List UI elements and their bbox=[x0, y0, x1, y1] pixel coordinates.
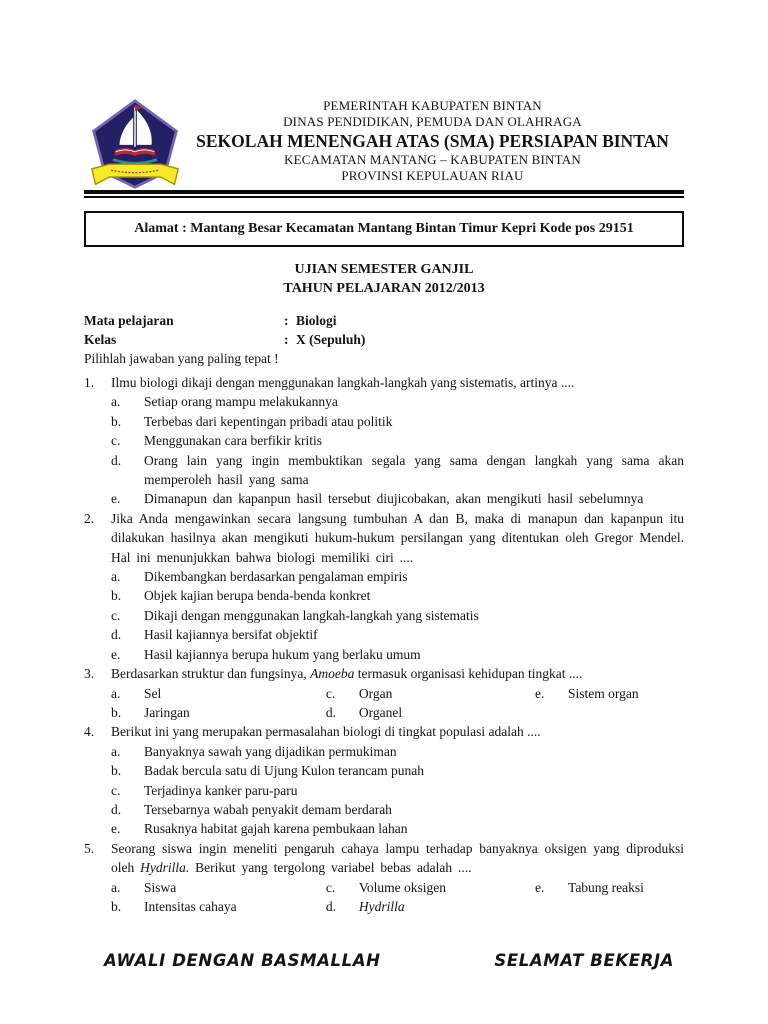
subject-label: Mata pelajaran bbox=[84, 313, 174, 328]
question-3 bbox=[84, 664, 684, 722]
answer-option bbox=[111, 451, 684, 490]
answer-option bbox=[111, 606, 684, 625]
school-emblem-logo bbox=[89, 99, 181, 189]
answer-option bbox=[111, 586, 684, 605]
option-column bbox=[326, 684, 535, 723]
option-letter: e. bbox=[535, 879, 545, 895]
option-text: Objek kajian berupa benda-benda konkret bbox=[144, 588, 371, 604]
option-text: Intensitas cahaya bbox=[144, 898, 237, 914]
subject-value: Biologi bbox=[296, 313, 337, 328]
question-1 bbox=[84, 373, 684, 509]
option-letter: c. bbox=[325, 685, 336, 701]
answer-option bbox=[111, 625, 684, 644]
question-number: 4. bbox=[84, 724, 95, 740]
option-letter: c. bbox=[111, 607, 121, 623]
option-letter: e. bbox=[111, 491, 121, 507]
exam-document-page bbox=[84, 0, 684, 970]
option-text: Banyaknya sawah yang dijadikan permukiman bbox=[144, 743, 397, 759]
answer-option bbox=[111, 412, 684, 431]
answer-option bbox=[111, 431, 684, 450]
footer-right-note: SELAMAT BEKERJA bbox=[494, 951, 674, 970]
question-number: 2. bbox=[84, 510, 95, 526]
exam-title bbox=[84, 260, 684, 298]
answer-option bbox=[326, 878, 535, 897]
answer-option bbox=[111, 392, 684, 411]
bintan-emblem-icon bbox=[89, 99, 181, 189]
answer-option bbox=[111, 878, 326, 897]
option-text: Organel bbox=[358, 704, 403, 720]
question-number: 5. bbox=[84, 840, 95, 856]
option-text: Siswa bbox=[144, 879, 177, 895]
letterhead bbox=[84, 98, 684, 184]
option-text: Dikaji dengan menggunakan langkah-langkah yang sistematis bbox=[144, 607, 479, 623]
option-text: Sistem organ bbox=[568, 685, 639, 701]
answer-option bbox=[535, 684, 684, 703]
option-letter: b. bbox=[111, 898, 122, 914]
answer-option bbox=[111, 567, 684, 586]
answer-option bbox=[535, 878, 684, 897]
answer-option bbox=[111, 819, 684, 838]
option-columns bbox=[111, 684, 684, 723]
option-text: Terjadinya kanker paru-paru bbox=[144, 782, 298, 798]
option-letter: b. bbox=[111, 704, 122, 720]
option-letter: e. bbox=[111, 646, 121, 662]
option-letter: c. bbox=[325, 879, 336, 895]
option-letter: b. bbox=[111, 588, 122, 604]
answer-option bbox=[111, 703, 326, 722]
department-line: DINAS PENDIDIKAN, PEMUDA DAN OLAHRAGA bbox=[283, 114, 582, 129]
government-line: PEMERINTAH KABUPATEN BINTAN bbox=[323, 98, 542, 113]
option-letter: c. bbox=[111, 433, 121, 449]
option-column bbox=[535, 878, 684, 917]
option-letter: e. bbox=[111, 821, 121, 837]
option-text: Organ bbox=[358, 685, 393, 701]
school-name: SEKOLAH MENENGAH ATAS (SMA) PERSIAPAN BINTAN bbox=[196, 131, 669, 151]
option-column bbox=[111, 878, 326, 917]
question-text: Seorang siswa ingin meneliti pengaruh cahaya lampu terhadap banyaknya oksigen yang diproduksi oleh Hydrilla. Berikut yang tergolong variabel bebas adalah .... bbox=[111, 840, 684, 876]
option-text: Terbebas dari kepentingan pribadi atau politik bbox=[144, 413, 393, 429]
question-2 bbox=[84, 509, 684, 664]
option-letter: a. bbox=[111, 569, 121, 585]
option-letter: d. bbox=[325, 704, 336, 720]
question-body bbox=[111, 839, 684, 917]
option-text: Hydrilla bbox=[358, 898, 405, 914]
option-letter: d. bbox=[111, 801, 122, 817]
footer-left-note: AWALI DENGAN BASMALLAH bbox=[104, 951, 381, 970]
option-text: Badak bercula satu di Ujung Kulon terancam punah bbox=[144, 763, 425, 779]
question-text: Berdasarkan struktur dan fungsinya, Amoeba termasuk organisasi kehidupan tingkat .... bbox=[111, 666, 583, 682]
option-text: Volume oksigen bbox=[358, 879, 446, 895]
option-columns bbox=[111, 878, 684, 917]
answer-option bbox=[111, 645, 684, 664]
option-text: Tabung reaksi bbox=[568, 879, 644, 895]
exam-title-line2: TAHUN PELAJARAN 2012/2013 bbox=[283, 281, 485, 296]
option-letter: a. bbox=[111, 394, 121, 410]
answer-option bbox=[326, 703, 535, 722]
meta-row-subject bbox=[84, 311, 684, 330]
option-text: Hasil kajiannya bersifat objektif bbox=[144, 627, 318, 643]
answer-option bbox=[111, 800, 684, 819]
option-letter: d. bbox=[111, 627, 122, 643]
option-letter: c. bbox=[111, 782, 121, 798]
option-text: Orang lain yang ingin membuktikan segala yang sama dengan langkah yang sama akan memperoleh hasil yang sama bbox=[144, 452, 684, 488]
question-text: Ilmu biologi dikaji dengan menggunakan langkah-langkah yang sistematis, artinya .... bbox=[111, 375, 575, 390]
option-text: Jaringan bbox=[144, 704, 190, 720]
option-column bbox=[535, 684, 684, 723]
letterhead-text bbox=[181, 98, 684, 184]
address-box: Alamat : Mantang Besar Kecamatan Mantang Bintan Timur Kepri Kode pos 29151 bbox=[84, 211, 684, 247]
question-text: Jika Anda mengawinkan secara langsung tumbuhan A dan B, maka di manapun dan kapanpun itu dilakukan hasilnya akan mengikuti hukum-hukum persilangan yang ditentukan oleh Gregor Mendel. Hal ini menunjukkan bahwa biologi memiliki ciri .... bbox=[111, 510, 684, 565]
option-letter: e. bbox=[535, 685, 545, 701]
answer-option bbox=[111, 761, 684, 780]
exam-title-line1: UJIAN SEMESTER GANJIL bbox=[294, 262, 474, 277]
question-number: 3. bbox=[84, 666, 95, 682]
option-letter: d. bbox=[325, 898, 336, 914]
province-line: PROVINSI KEPULAUAN RIAU bbox=[341, 168, 524, 183]
option-text: Dikembangkan berdasarkan pengalaman empiris bbox=[144, 569, 408, 585]
subject-colon: : bbox=[284, 313, 289, 328]
question-body bbox=[111, 373, 684, 509]
option-letter: a. bbox=[111, 743, 121, 759]
question-text: Berikut ini yang merupakan permasalahan biologi di tingkat populasi adalah .... bbox=[111, 724, 541, 740]
exam-meta bbox=[84, 311, 684, 368]
question-body bbox=[111, 509, 684, 664]
question-body bbox=[111, 664, 684, 722]
class-value: X (Sepuluh) bbox=[296, 332, 366, 347]
option-column bbox=[326, 878, 535, 917]
option-column bbox=[111, 684, 326, 723]
option-text: Setiap orang mampu melakukannya bbox=[144, 394, 338, 410]
answer-option bbox=[326, 897, 535, 916]
question-5 bbox=[84, 839, 684, 917]
option-text: Sel bbox=[144, 685, 162, 701]
question-4 bbox=[84, 722, 684, 838]
answer-option bbox=[111, 742, 684, 761]
option-text: Tersebarnya wabah penyakit demam berdarah bbox=[144, 801, 392, 817]
option-text: Menggunakan cara berfikir kritis bbox=[144, 433, 323, 449]
question-number: 1. bbox=[84, 375, 95, 390]
option-letter: b. bbox=[111, 763, 122, 779]
option-text: Dimanapun dan kapanpun hasil tersebut diujicobakan, akan mengikuti hasil sebelumnya bbox=[144, 491, 644, 507]
answer-option bbox=[111, 781, 684, 800]
option-letter: a. bbox=[111, 879, 121, 895]
class-colon: : bbox=[284, 332, 289, 347]
answer-option bbox=[326, 684, 535, 703]
answer-option bbox=[111, 684, 326, 703]
option-letter: b. bbox=[111, 413, 122, 429]
instruction-line: Pilihlah jawaban yang paling tepat ! bbox=[84, 351, 279, 366]
option-text: Hasil kajiannya berupa hukum yang berlaku umum bbox=[144, 646, 421, 662]
footer bbox=[84, 951, 684, 970]
class-label: Kelas bbox=[84, 332, 117, 347]
answer-option bbox=[111, 897, 326, 916]
answer-option bbox=[111, 489, 684, 508]
question-body bbox=[111, 722, 684, 838]
meta-row-class bbox=[84, 330, 684, 349]
header-divider-rule bbox=[84, 190, 684, 198]
option-letter: d. bbox=[111, 452, 122, 468]
district-line: KECAMATAN MANTANG – KABUPATEN BINTAN bbox=[284, 152, 581, 167]
option-letter: a. bbox=[111, 685, 121, 701]
option-text: Rusaknya habitat gajah karena pembukaan lahan bbox=[144, 821, 408, 837]
questions-list bbox=[84, 373, 684, 916]
